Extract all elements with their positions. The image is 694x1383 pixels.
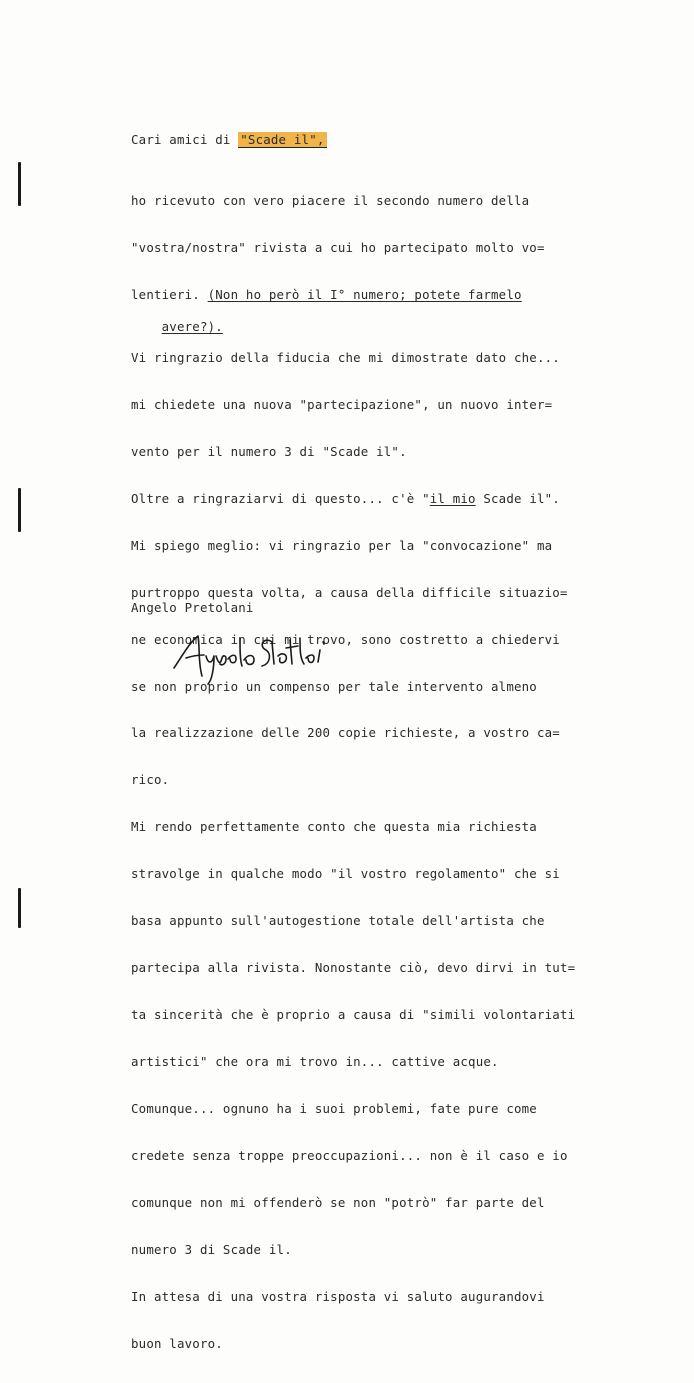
- body-line: Mi spiego meglio: vi ringrazio per la "convocazione" ma: [131, 537, 553, 553]
- body-line: mi chiedete una nuova "partecipazione", un nuovo inter=: [131, 396, 553, 412]
- body-line: ne economica in cui mi trovo, sono costretto a chiedervi: [131, 631, 560, 647]
- body-line: [131, 491, 575, 507]
- body-line: artistici" che ora mi trovo in... cattive acque.: [131, 1054, 499, 1070]
- author-name: Angelo Pretolani: [131, 600, 254, 615]
- binder-mark-middle: [18, 488, 21, 532]
- body-line: la realizzazione delle 200 copie richieste, a vostro ca=: [131, 725, 560, 741]
- body-line: ta sincerità che è proprio a causa di "simili volontariati: [131, 1007, 576, 1023]
- body-line-end: Scade il".: [475, 490, 560, 506]
- highlighted-magazine-name: "Scade il",: [240, 132, 325, 147]
- body-line: stravolge in qualche modo "il vostro regolamento" che si: [131, 866, 560, 882]
- body-line: purtroppo questa volta, a causa della difficile situazio=: [131, 584, 568, 600]
- body-line: "vostra/nostra" rivista a cui ho partecipato molto vo=: [131, 240, 545, 256]
- binder-mark-bottom: [18, 888, 21, 928]
- body-line: comunque non mi offenderò se non "potrò" far parte del: [131, 1194, 545, 1210]
- body-line-underlined: avere?).: [161, 318, 223, 334]
- body-line: se non proprio un compenso per tale intervento almeno: [131, 678, 537, 694]
- body-line: numero 3 di Scade il.: [131, 1241, 292, 1257]
- body-line: credete senza troppe preoccupazioni... non è il caso e io: [131, 1148, 568, 1164]
- underlined-il-mio: il mio: [429, 490, 476, 506]
- body-line-text: lentieri.: [131, 287, 208, 303]
- body-line: ho ricevuto con vero piacere il secondo numero della: [131, 193, 530, 209]
- greeting-line: [131, 132, 327, 148]
- body-line-text: Oltre a ringraziarvi di questo... c'è ": [131, 490, 430, 506]
- body-line: In attesa di una vostra risposta vi saluto augurandovi: [131, 1288, 545, 1304]
- binder-mark-top: [18, 162, 21, 206]
- body-line: partecipa alla rivista. Nonostante ciò, devo dirvi in tut=: [131, 960, 576, 976]
- body-line: Comunque... ognuno ha i suoi problemi, fate pure come: [131, 1101, 537, 1117]
- greeting-prefix: Cari amici di: [131, 132, 239, 147]
- body-line: Vi ringrazio della fiducia che mi dimostrate dato che...: [131, 349, 560, 365]
- body-line: buon lavoro.: [131, 1335, 223, 1351]
- parenthetical-note: (Non ho però il I° numero; potete farmelo: [207, 287, 522, 303]
- body-line: vento per il numero 3 di "Scade il".: [131, 443, 407, 459]
- body-line: basa appunto sull'autogestione totale dell'artista che: [131, 913, 545, 929]
- letter-body: [131, 162, 575, 1383]
- body-line: rico.: [131, 772, 170, 788]
- body-line: Mi rendo perfettamente conto che questa mia richiesta: [131, 819, 537, 835]
- handwritten-signature: [168, 628, 388, 688]
- body-line: [131, 287, 575, 303]
